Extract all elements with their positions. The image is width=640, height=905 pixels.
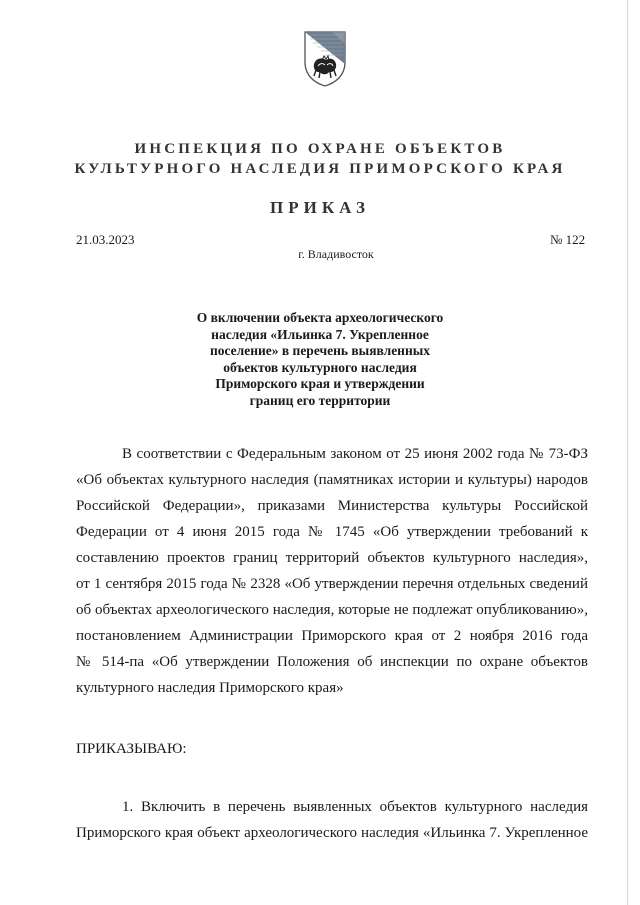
paragraph-line: «Об объектах культурного наследия (памятниках истории и культуры) народов bbox=[76, 472, 588, 488]
paragraph-line: № 514-па «Об утверждении Положения об инспекции по охране объектов bbox=[76, 654, 588, 670]
document-type-title: ПРИКАЗ bbox=[270, 198, 370, 217]
subject-line: О включении объекта археологического bbox=[196, 310, 444, 325]
subject-line: Приморского края и утверждении bbox=[215, 376, 425, 392]
subject-line: объектов культурного наследия bbox=[223, 359, 417, 375]
paragraph-line: составлению проектов границ территорий объектов культурного наследия», bbox=[76, 550, 588, 566]
paragraph-line: об объектах археологического наследия, которые не подлежат опубликованию», bbox=[76, 602, 588, 618]
order-subject bbox=[0, 310, 640, 410]
document-city: г. Владивосток bbox=[298, 247, 374, 261]
document-number: № 122 bbox=[550, 232, 586, 247]
organization-name-line-2: КУЛЬТУРНОГО НАСЛЕДИЯ ПРИМОРСКОГО КРАЯ bbox=[74, 161, 566, 177]
subject-line: границ его территории bbox=[249, 392, 391, 408]
subject-line: наследия «Ильинка 7. Укрепленное bbox=[211, 326, 429, 342]
coat-of-arms-icon bbox=[302, 30, 348, 88]
paragraph-line: Федерации от 4 июня 2015 года № 1745 «Об утверждении требований к bbox=[76, 524, 588, 540]
paragraph-line: от 1 сентября 2015 года № 2328 «Об утверждении перечня отдельных сведений bbox=[76, 576, 588, 592]
document-date: 21.03.2023 bbox=[76, 232, 135, 247]
paragraph-line: постановлением Администрации Приморского края от 2 ноября 2016 года bbox=[76, 628, 588, 644]
page-edge bbox=[627, 0, 628, 905]
item-line: 1. Включить в перечень выявленных объектов культурного наследия bbox=[122, 799, 588, 815]
paragraph-line: Российской Федерации», приказами Министерства культуры Российской bbox=[76, 498, 588, 514]
order-word: ПРИКАЗЫВАЮ: bbox=[76, 741, 187, 757]
item-line: Приморского края объект археологического наследия «Ильинка 7. Укрепленное bbox=[76, 825, 588, 841]
subject-line: поселение» в перечень выявленных bbox=[209, 343, 431, 359]
paragraph-line: культурного наследия Приморского края» bbox=[76, 680, 344, 696]
paragraph-line: В соответствии с Федеральным законом от 25 июня 2002 года № 73-ФЗ bbox=[122, 446, 588, 462]
organization-name-line-1: ИНСПЕКЦИЯ ПО ОХРАНЕ ОБЪЕКТОВ bbox=[134, 141, 506, 157]
